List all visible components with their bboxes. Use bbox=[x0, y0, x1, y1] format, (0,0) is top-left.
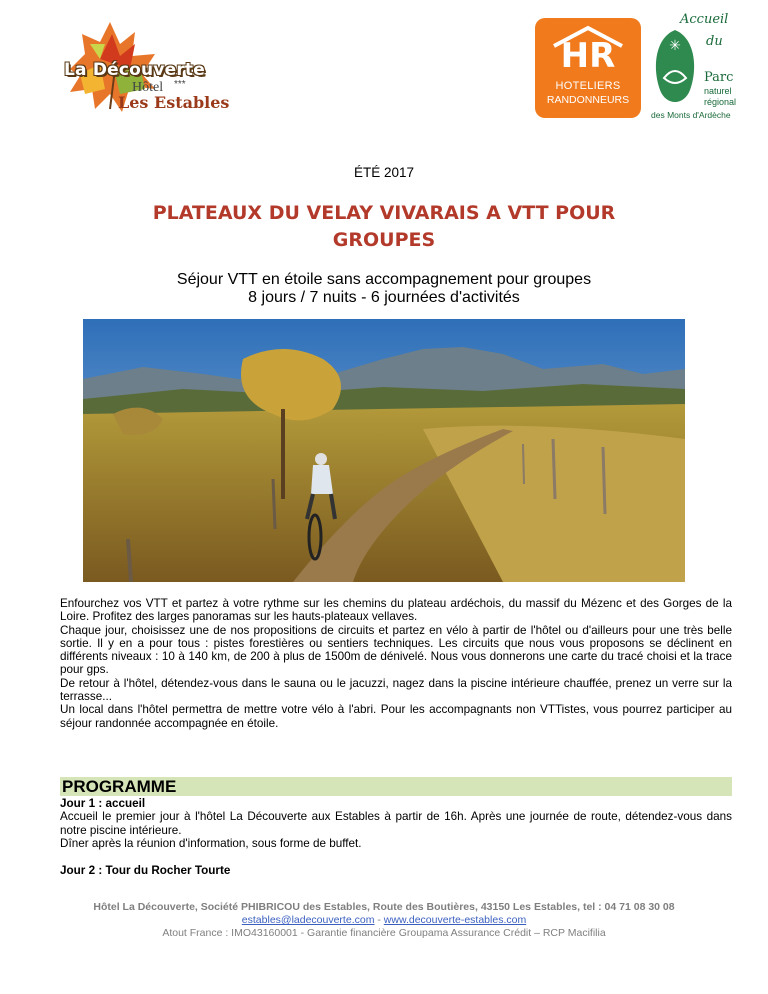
footer-address: Hôtel La Découverte, Société PHIBRICOU des Estables, Route des Boutières, 43150 Les Estables, tel : 04 71 08 30 08 bbox=[93, 901, 675, 913]
footer-website-link[interactable]: www.decouverte-estables.com bbox=[383, 914, 527, 926]
brand-stars: *** bbox=[174, 79, 186, 90]
subtitle bbox=[60, 271, 708, 307]
hr-line2: RANDONNEURS bbox=[546, 94, 630, 106]
day-1-text-2: Dîner après la réunion d'information, sous forme de buffet. bbox=[60, 836, 362, 850]
hr-letters: HR bbox=[560, 36, 616, 76]
programme-heading: PROGRAMME bbox=[62, 777, 177, 796]
day-2-title: Jour 2 : Tour du Rocher Tourte bbox=[60, 864, 231, 877]
intro-paragraph: Un local dans l'hôtel permettra de mettre votre vélo à l'abri. Pour les accompagnants non VTTistes, vous pourrez participer au séjour randonnée accompagnée en étoile. bbox=[60, 703, 732, 730]
page-title bbox=[100, 200, 668, 254]
parc-du: du bbox=[706, 34, 723, 49]
footer-legal: Atout France : IMO43160001 - Garantie financière Groupama Assurance Crédit – RCP Macifilia bbox=[162, 927, 606, 939]
parc-word: Parc bbox=[704, 70, 734, 85]
subtitle-line2: 8 jours / 7 nuits - 6 journées d'activités bbox=[248, 289, 520, 306]
footer-separator: - bbox=[374, 914, 384, 926]
day-1-block bbox=[60, 797, 732, 850]
day-1-text: Accueil le premier jour à l'hôtel La Découverte aux Estables à partir de 16h. Après une journée de route, détendez-vous dans notre piscine intérieure. bbox=[60, 810, 732, 837]
title-line2: GROUPES bbox=[332, 229, 436, 251]
subtitle-line1: Séjour VTT en étoile sans accompagnement pour groupes bbox=[176, 271, 592, 288]
brand-location: Les Estables bbox=[118, 93, 230, 112]
brand-name: La Découverte bbox=[64, 60, 205, 80]
intro-text bbox=[60, 597, 732, 730]
title-line1: PLATEAUX DU VELAY VIVARAIS A VTT POUR bbox=[152, 202, 616, 224]
brand-hotel-label: Hôtel bbox=[132, 80, 164, 95]
footer bbox=[40, 901, 728, 940]
mountain-bike-photo bbox=[83, 319, 685, 582]
svg-text:✳: ✳ bbox=[669, 38, 681, 54]
hr-line1: HOTELIERS bbox=[555, 80, 621, 92]
footer-email-link[interactable]: estables@ladecouverte.com bbox=[241, 914, 375, 926]
parc-accueil: Accueil bbox=[680, 12, 729, 27]
parc-naturel: naturel bbox=[704, 86, 732, 96]
parc-regional: régional bbox=[704, 97, 737, 107]
season-label: ÉTÉ 2017 bbox=[353, 165, 415, 180]
intro-paragraph: Chaque jour, choisissez une de nos propositions de circuits et partez en vélo à partir de l'hôtel ou d'ailleurs pour une très belle sortie. Il y en a pour tous : pistes forestières ou sentiers techniques. Les circuits que nous vous proposons se déclinent en différents niveaux : 10 à 140 km, de 200 à plus de 1500m de dénivelé. Nous vous donnerons une carte du tracé choisi et la trace pour gps. bbox=[60, 623, 732, 677]
day-1-title: Jour 1 : accueil bbox=[60, 797, 146, 810]
parc-monts: des Monts d'Ardèche bbox=[651, 110, 731, 120]
day-2-block bbox=[60, 864, 732, 877]
intro-paragraph: De retour à l'hôtel, détendez-vous dans le sauna ou le jacuzzi, nagez dans la piscine intérieure chauffée, prenez un verre sur la terrasse... bbox=[60, 676, 732, 704]
parc-leaf-icon bbox=[650, 28, 700, 110]
intro-paragraph: Enfourchez vos VTT et partez à votre rythme sur les chemins du plateau ardéchois, du massif du Mézenc et des Gorges de la Loire. Profitez des larges panoramas sur les hauts-plateaux vellaves. bbox=[60, 597, 732, 624]
